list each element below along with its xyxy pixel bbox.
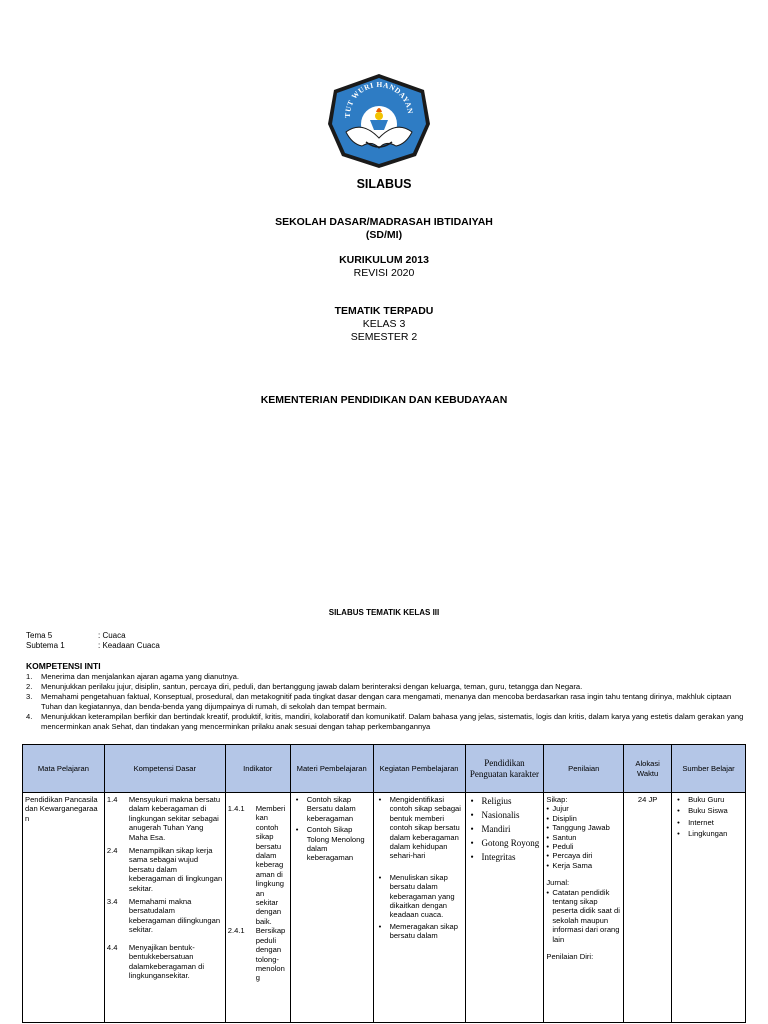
kegiatan-item: • Memeragakan sikap bersatu dalam [376,922,463,941]
header-indikator: Indikator [225,745,290,793]
ppk-item: • Gotong Royong [468,837,542,849]
indikator-item: 1.4.1 Memberi kan contoh sikap bersatu dalam keberag aman di lingkung an sekitar dengan baik. [227,804,286,926]
theme-type: TEMATIK TERPADU [334,305,434,317]
kegiatan-item: • Mengidentifikasi contoh sikap sebagai bentuk memberi contoh sikap bersatu dalam keberagaman dalam kehidupan sehari-hari [376,795,463,861]
ki-item: 3. Memahami pengetahuan faktual, Konseptual, prosedural, dan metakognitif pada tingkat dasar dengan cara mengamati, menanya dan mencoba berdasarkan rasa ingin tahu tentang dirinya, makhluk ciptaan Tuhan dan kegiatannya, dan benda-benda yang dijumpainya di rumah, di sekolah dan tempat bermain. [26,692,732,711]
header-penilaian: Penilaian [544,745,624,793]
curriculum: KURIKULUM 2013 [339,254,429,266]
semester-label: SEMESTER 2 [350,331,418,343]
penilaian-diri-label: Penilaian Diri: [546,952,594,962]
tema-line [26,631,126,641]
sikap-item: • Tanggung Jawab [546,823,621,832]
syllabus-table [22,744,746,1023]
sikap-item: • Santun [546,833,621,842]
kd-item: 3.4 Memahami makna bersatudalam keberagaman dilingkungan sekitar. [106,897,221,935]
kegiatan-item: • Menuliskan sikap bersatu dalam keberagaman yang dikaitkan dengan keadaan cuaca. [376,873,463,920]
sikap-label: Sikap: [546,795,568,804]
header-ppk: Pendidikan Penguatan karakter [465,745,544,793]
ppk-item: • Mandiri [468,823,542,835]
cell-sumber [672,793,746,1023]
header-kegiatan: Kegiatan Pembelajaran [373,745,465,793]
header-kd: Kompetensi Dasar [104,745,225,793]
revision: REVISI 2020 [353,267,415,279]
tema-label: Tema 5 [26,631,53,640]
school-abbr: (SD/MI) [365,229,403,241]
kd-item: 4.4 Menyajikan bentuk-bentukkebersatuan dalamkeberagaman di lingkungansekitar. [106,942,205,980]
school-name: SEKOLAH DASAR/MADRASAH IBTIDAIYAH [275,216,493,228]
table-row [23,793,746,1023]
cell-mapel: Pendidikan Pancasila dan Kewarganegaraa n [23,793,105,1023]
cell-kd [104,793,225,1023]
sikap-item: • Kerja Sama [546,861,621,870]
cover-title: SILABUS [356,177,412,191]
sumber-item: • Lingkungan [674,829,743,838]
sikap-item: • Peduli [546,842,621,851]
ki-item: 4. Menunjukkan keterampilan berfikir dan bertindak kreatif, produktif, kritis, mandiri, kolaboratif dan komunikatif. Dalam bahasa yang jelas, sistematis, logis dan kritis, dalam karya yang estetis dalam gerakan yang mencerminkan anak Sehat, dan tindakan yang mencerminkan prilaku anak sesuai dengan tahap perkembangannya [26,712,744,731]
logo-motto: TUT WURI HANDAYAN [342,79,416,118]
materi-item: • Contoh sikap Bersatu dalam keberagaman [293,795,371,823]
header-sumber: Sumber Belajar [672,745,746,793]
table-header-row [23,745,746,793]
sumber-item: • Internet [674,818,743,827]
ki-list [26,672,746,732]
kd-item: 1.4 Mensyukuri makna bersatu dalam keberagaman di lingkungan sekitar sebagai anugerah Tuhan Yang Maha Esa. [106,795,221,842]
sikap-item: • Jujur [546,804,621,813]
ki-title: KOMPETENSI INTI [26,661,101,671]
ki-item: 2. Menunjukkan perilaku jujur, disiplin, santun, percaya diri, peduli, dan bertanggung jawab dalam berinteraksi dengan keluarga, teman, guru, tetangga dan Negara. [26,682,583,691]
ki-item: 1. Menerima dan menjalankan ajaran agama yang dianutnya. [26,672,239,681]
class-label: KELAS 3 [362,318,406,330]
tema-value: : Cuaca [98,631,126,640]
cell-alokasi: 24 JP [624,793,672,1023]
section-title: SILABUS TEMATIK KELAS III [328,608,440,617]
tut-wuri-handayani-logo [326,72,432,170]
ppk-item: • Religius [468,795,542,807]
cell-materi [290,793,373,1023]
header-alokasi: Alokasi Waktu [624,745,672,793]
cell-penilaian [544,793,624,1023]
sumber-item: • Buku Siswa [674,806,743,815]
jurnal-label: Jurnal: [546,878,570,888]
header-materi: Materi Pembelajaran [290,745,373,793]
ministry: KEMENTERIAN PENDIDIKAN DAN KEBUDAYAAN [260,394,508,406]
materi-item: • Contoh Sikap Tolong Menolong dalam keberagaman [293,825,371,863]
cell-indikator [225,793,290,1023]
header-mapel: Mata Pelajaran [23,745,105,793]
ppk-item: • Integritas [468,851,542,863]
cell-ppk [465,793,544,1023]
sikap-item: • Disiplin [546,814,621,823]
indikator-item: 2.4.1 Bersikap peduli dengan tolong-menolon g [227,926,286,983]
sikap-item: • Percaya diri [546,851,621,860]
subtema-line [26,641,160,651]
sumber-item: • Buku Guru [674,795,743,804]
subtema-label: Subtema 1 [26,641,65,650]
ppk-item: • Nasionalis [468,809,542,821]
subtema-value: : Keadaan Cuaca [98,641,160,650]
jurnal-item: • Catatan pendidik tentang sikap peserta didik saat di sekolah maupun informasi dari orang lain [546,888,621,944]
cell-kegiatan [373,793,465,1023]
kd-item: 2.4 Menampilkan sikap kerja sama sebagai wujud bersatu dalam keberagaman di lingkungan sekitar. [106,846,223,893]
